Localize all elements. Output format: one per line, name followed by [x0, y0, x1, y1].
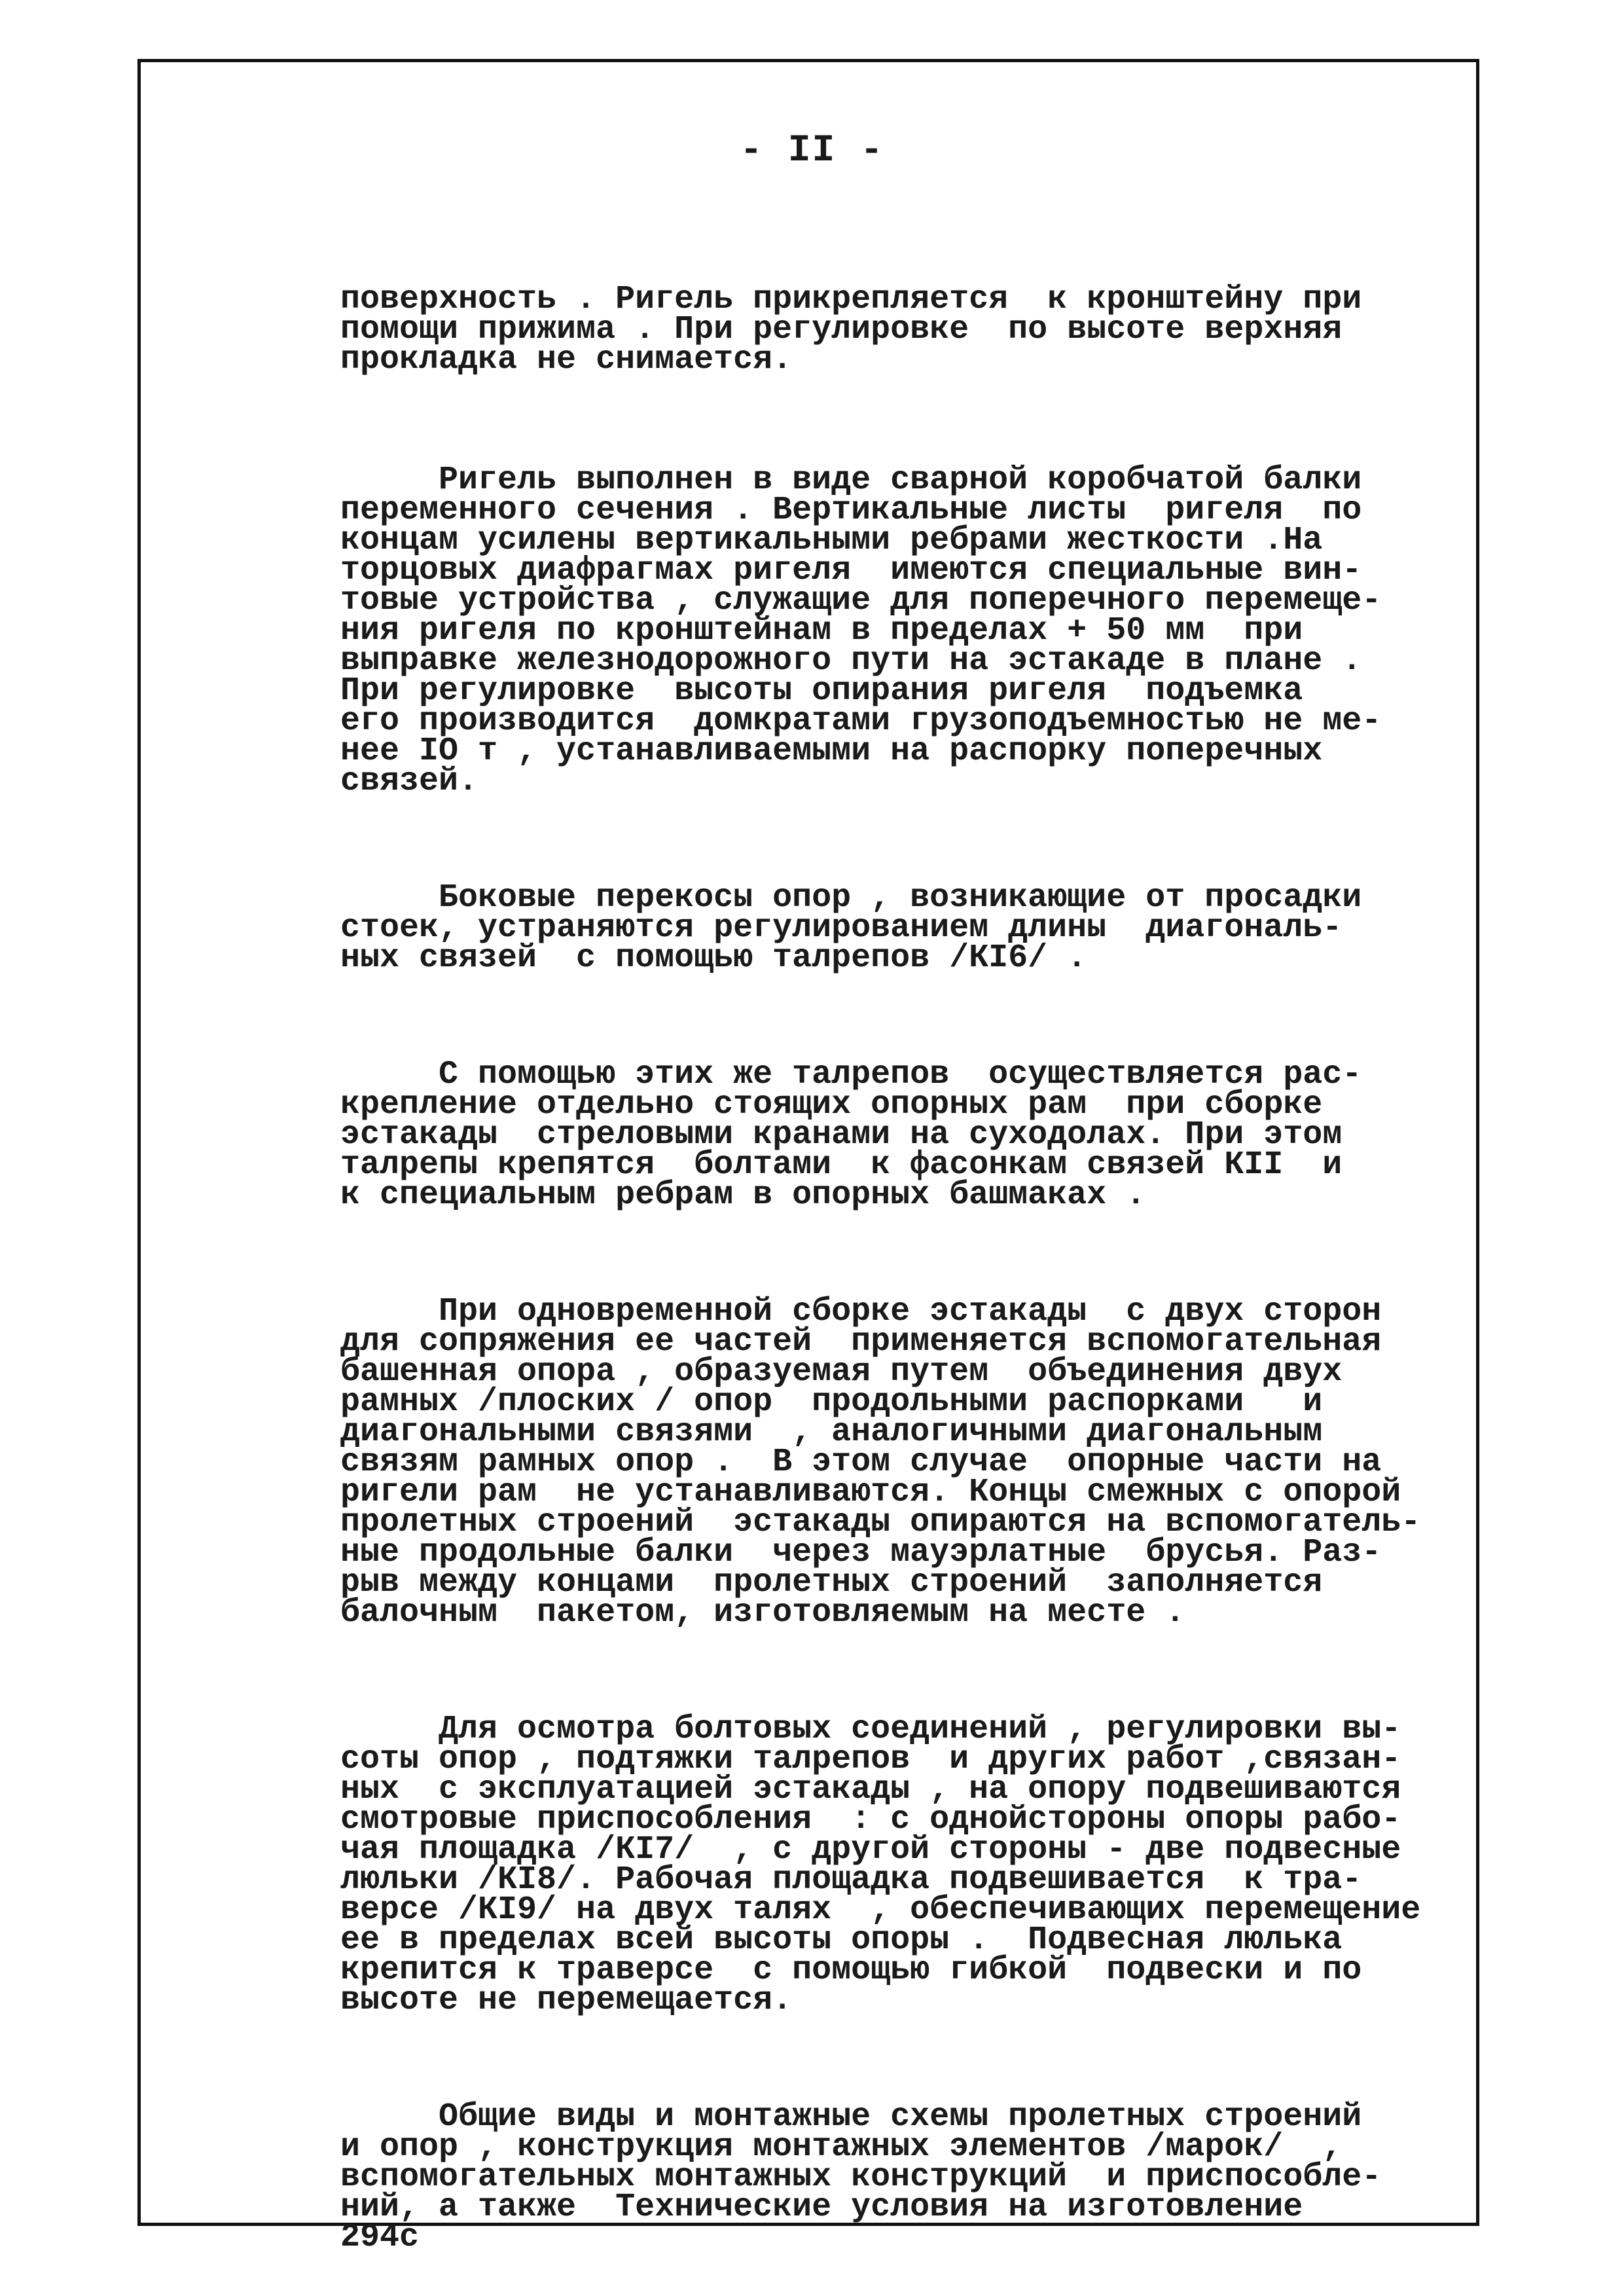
paragraph-2	[340, 462, 1492, 800]
text-line: товые устройства , служащие для поперечного перемеще-	[340, 582, 1382, 619]
text-line: торцовых диафрагмах ригеля имеются специальные вин-	[340, 552, 1362, 589]
text-line: и опор , конструкция монтажных элементов /марок/ ,	[340, 2128, 1343, 2166]
text-line: ные продольные балки через мауэрлатные брусья. Раз-	[340, 1534, 1382, 1571]
text-line: ригели рам не устанавливаются. Концы смежных с опорой	[340, 1474, 1401, 1511]
text-line: нее IО т , устанавливаемыми на распорку поперечных	[340, 733, 1323, 770]
text-line: стоек, устраняются регулированием длины диагональ-	[340, 909, 1343, 947]
text-line: Общие виды и монтажные схемы пролетных строений	[340, 2098, 1362, 2136]
text-line: С помощью этих же талрепов осуществляется рас-	[340, 1056, 1362, 1093]
paragraph-5	[340, 1293, 1492, 1631]
text-line: к специальным ребрам в опорных башмаках .	[340, 1176, 1146, 1214]
paragraph-6	[340, 1711, 1492, 2019]
text-line: прокладка не снимается.	[340, 341, 793, 378]
text-line: балочным пакетом, изготовляемым на месте .	[340, 1594, 1185, 1631]
text-line: концам усилены вертикальными ребрами жесткости .На	[340, 522, 1323, 559]
text-line: При регулировке высоты опирания ригеля подъемка	[340, 672, 1303, 710]
text-line: связям рамных опор . В этом случае опорные части на	[340, 1444, 1382, 1481]
text-line: высоте не перемещается.	[340, 1982, 793, 2019]
page-number: - II -	[740, 130, 884, 172]
text-line: для сопряжения ее частей применяется вспомогательная	[340, 1323, 1382, 1360]
text-line: соты опор , подтяжки талрепов и других работ ,связан-	[340, 1741, 1401, 1778]
text-line: выправке железнодорожного пути на эстакаде в плане .	[340, 642, 1362, 680]
text-line: помощи прижима . При регулировке по высоте верхняя	[340, 311, 1343, 348]
text-line: переменного сечения . Вертикальные листы ригеля по	[340, 492, 1362, 529]
paragraph-1	[340, 281, 1492, 378]
text-line: Для осмотра болтовых соединений , регулировки вы-	[340, 1711, 1401, 1748]
paragraph-4	[340, 1056, 1492, 1214]
text-line: вспомогательных монтажных конструкций и приспособле-	[340, 2159, 1382, 2196]
text-line: крепится к траверсе с помощью гибкой подвески и по	[340, 1952, 1362, 1989]
text-line: диагональными связями , аналогичными диагональным	[340, 1413, 1323, 1451]
text-line: ных связей с помощью талрепов /КI6/ .	[340, 939, 1087, 977]
text-line: смотровые приспособления : с однойстороны опоры рабо-	[340, 1801, 1401, 1838]
text-line: ее в пределах всей высоты опоры . Подвесная люлька	[340, 1922, 1343, 1959]
document-body	[340, 281, 1492, 2256]
text-line: люльки /КI8/. Рабочая площадка подвешивается к тра-	[340, 1861, 1362, 1899]
text-line: крепление отдельно стоящих опорных рам при сборке	[340, 1086, 1323, 1123]
paragraph-7	[340, 2098, 1492, 2256]
text-line: башенная опора , образуемая путем объединения двух	[340, 1353, 1343, 1391]
text-line: Боковые перекосы опор , возникающие от просадки	[340, 879, 1362, 917]
text-line: его производится домкратами грузоподъемностью не ме-	[340, 702, 1382, 740]
text-line: поверхность . Ригель прикрепляется к кронштейну при	[340, 281, 1362, 318]
text-line: ния ригеля по кронштейнам в пределах + 50 мм при	[340, 612, 1303, 649]
text-line: При одновременной сборке эстакады с двух сторон	[340, 1293, 1382, 1330]
text-line: пролетных строений эстакады опираются на вспомогатель-	[340, 1504, 1421, 1541]
text-line: ных с эксплуатацией эстакады , на опору подвешиваются	[340, 1771, 1401, 1808]
text-line: Ригель выполнен в виде сварной коробчатой балки	[340, 462, 1362, 499]
text-line: рыв между концами пролетных строений заполняется	[340, 1564, 1323, 1601]
text-line: эстакады стреловыми кранами на суходолах. При этом	[340, 1116, 1343, 1154]
text-line: чая площадка /КI7/ , с другой стороны - две подвесные	[340, 1831, 1401, 1868]
text-line: рамных /плоских / опор продольными распорками и	[340, 1383, 1323, 1421]
paragraph-3	[340, 879, 1492, 977]
text-line: 294с	[340, 2219, 420, 2256]
text-line: ний, а также Технические условия на изготовление	[340, 2189, 1303, 2226]
text-line: связей.	[340, 763, 478, 800]
text-line: версе /КI9/ на двух талях , обеспечивающих перемещение	[340, 1891, 1421, 1929]
text-line: талрепы крепятся болтами к фасонкам связей КII и	[340, 1146, 1343, 1184]
